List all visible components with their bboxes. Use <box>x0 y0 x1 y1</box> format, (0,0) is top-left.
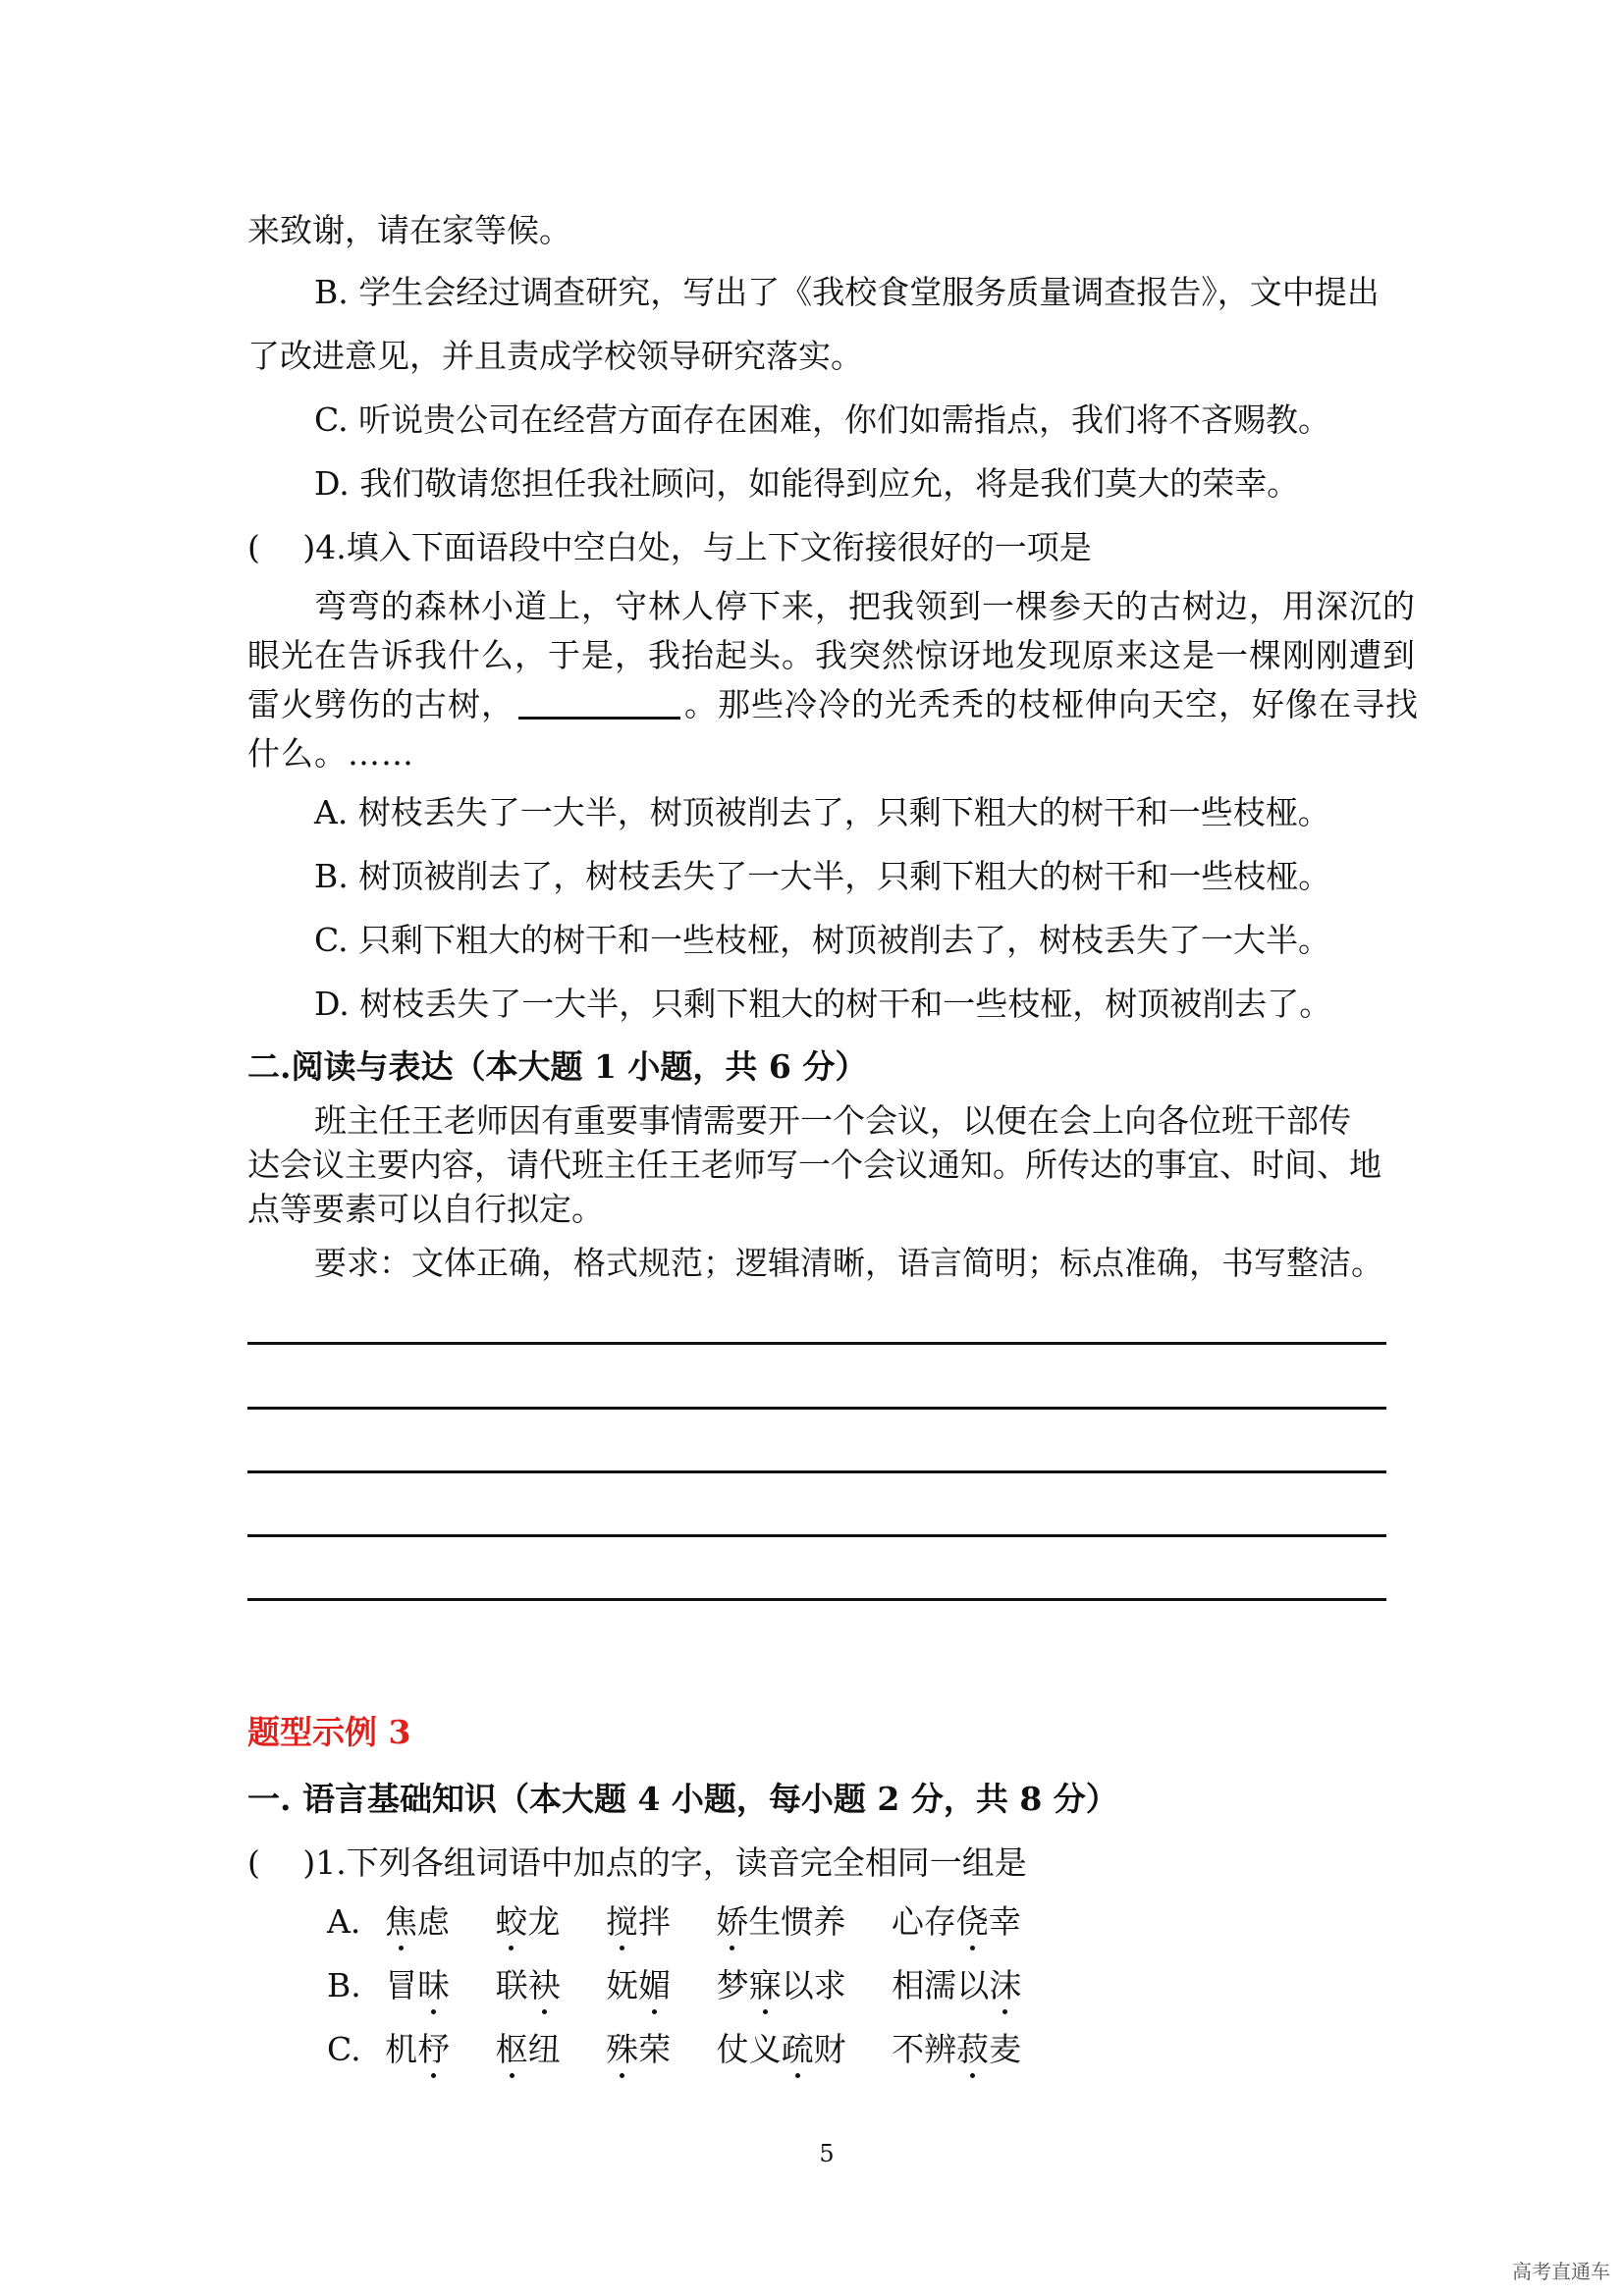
q4-option-d: D. 树枝丢失了一大半，只剩下粗大的树干和一些枝桠，树顶被削去了。 <box>314 985 1332 1023</box>
option-c: C. 听说贵公司在经营方面存在困难，你们如需指点，我们将不吝赐教。 <box>314 400 1331 439</box>
watermark: 高考直通车 <box>1512 2260 1610 2283</box>
word-item: 搅拌 <box>605 1902 671 1941</box>
text-line: 来致谢，请在家等候。 <box>247 211 571 249</box>
q4-option-c: C. 只剩下粗大的树干和一些枝桠，树顶被削去了，树枝丢失了一大半。 <box>314 921 1331 959</box>
passage-text: 雷火劈伤的古树， <box>247 685 514 723</box>
passage-text: 。那些冷冷的光秃秃的枝桠伸向天空，好像在寻找 <box>684 685 1419 723</box>
answer-line <box>247 1534 1386 1537</box>
passage-line: 什么。…… <box>247 734 414 773</box>
prompt-line: 点等要素可以自行拟定。 <box>247 1190 604 1228</box>
dotted-char: 枢 <box>495 2030 528 2068</box>
word-item: 相濡以沫 <box>892 1966 1022 2004</box>
option-label: C. <box>327 2030 361 2068</box>
dotted-char: 杼 <box>417 2030 451 2068</box>
answer-line <box>247 1470 1386 1473</box>
section-1-heading: 一. 语言基础知识（本大题 4 小题，每小题 2 分，共 8 分） <box>247 1780 1118 1818</box>
dotted-char: 袂 <box>527 1966 561 2004</box>
example-title: 题型示例 3 <box>247 1713 411 1751</box>
dotted-char: 沫 <box>989 1966 1022 2004</box>
q4-option-b: B. 树顶被削去了，树枝丢失了一大半，只剩下粗大的树干和一些枝桠。 <box>314 857 1331 895</box>
prompt-line: 班主任王老师因有重要事情需要开一个会议，以便在会上向各位班干部传 <box>314 1101 1351 1140</box>
word-item: 不辨菽麦 <box>892 2030 1022 2068</box>
dotted-char: 殊 <box>606 2030 639 2068</box>
dotted-char: 寐 <box>748 1966 782 2004</box>
answer-line <box>247 1342 1386 1345</box>
word-item: 心存侥幸 <box>891 1902 1021 1941</box>
q1-option-b <box>327 1966 1056 2005</box>
word-item: 妩媚 <box>606 1966 672 2004</box>
passage-line: 眼光在告诉我什么，于是，我抬起头。我突然惊讶地发现原来这是一棵刚刚遭到 <box>247 636 1416 674</box>
dotted-char: 昧 <box>417 1966 451 2004</box>
requirements: 要求：文体正确，格式规范；逻辑清晰，语言简明；标点准确，书写整洁。 <box>314 1244 1383 1282</box>
word-item: 仗义疏财 <box>716 2030 846 2068</box>
section-2-heading: 二.阅读与表达（本大题 1 小题，共 6 分） <box>247 1047 868 1086</box>
word-item: 冒昧 <box>385 1966 451 2004</box>
answer-line <box>247 1598 1386 1601</box>
question-4-stem: ( )4.填入下面语段中空白处，与上下文衔接很好的一项是 <box>247 528 1092 566</box>
q1-option-a <box>327 1902 1056 1942</box>
dotted-char: 焦 <box>384 1902 417 1941</box>
option-label: A. <box>327 1902 361 1941</box>
answer-blank <box>518 687 680 720</box>
option-b-line2: 了改进意见，并且责成学校领导研究落实。 <box>247 337 863 375</box>
option-d: D. 我们敬请您担任我社顾问，如能得到应允，将是我们莫大的荣幸。 <box>314 464 1300 503</box>
passage-line: 弯弯的森林小道上，守林人停下来，把我领到一棵参天的古树边，用深沉的 <box>314 587 1416 625</box>
dotted-char: 疏 <box>781 2030 814 2068</box>
q1-option-c <box>327 2030 1056 2069</box>
dotted-char: 搅 <box>605 1902 638 1941</box>
word-item: 枢纽 <box>495 2030 561 2068</box>
prompt-line: 达会议主要内容，请代班主任王老师写一个会议通知。所传达的事宜、时间、地 <box>247 1146 1381 1184</box>
option-label: B. <box>327 1966 361 2004</box>
word-item: 殊荣 <box>606 2030 672 2068</box>
option-b-line1: B. 学生会经过调查研究，写出了《我校食堂服务质量调查报告》，文中提出 <box>314 273 1380 311</box>
dotted-char: 侥 <box>955 1902 989 1941</box>
word-item: 蛟龙 <box>495 1902 561 1941</box>
passage-line-with-blank <box>247 685 1419 724</box>
dotted-char: 蛟 <box>495 1902 528 1941</box>
word-item: 娇生惯养 <box>716 1902 846 1941</box>
word-item: 联袂 <box>495 1966 561 2004</box>
answer-line <box>247 1407 1386 1410</box>
dotted-char: 媚 <box>638 1966 672 2004</box>
page-number: 5 <box>819 2140 835 2167</box>
q4-option-a: A. 树枝丢失了一大半，树顶被削去了，只剩下粗大的树干和一些枝桠。 <box>314 793 1330 831</box>
word-item: 焦虑 <box>384 1902 450 1941</box>
dotted-char: 菽 <box>956 2030 990 2068</box>
word-item: 梦寐以求 <box>716 1966 846 2004</box>
word-item: 机杼 <box>385 2030 451 2068</box>
question-1-stem: ( )1.下列各组词语中加点的字，读音完全相同一组是 <box>247 1843 1027 1882</box>
dotted-char: 娇 <box>716 1902 749 1941</box>
